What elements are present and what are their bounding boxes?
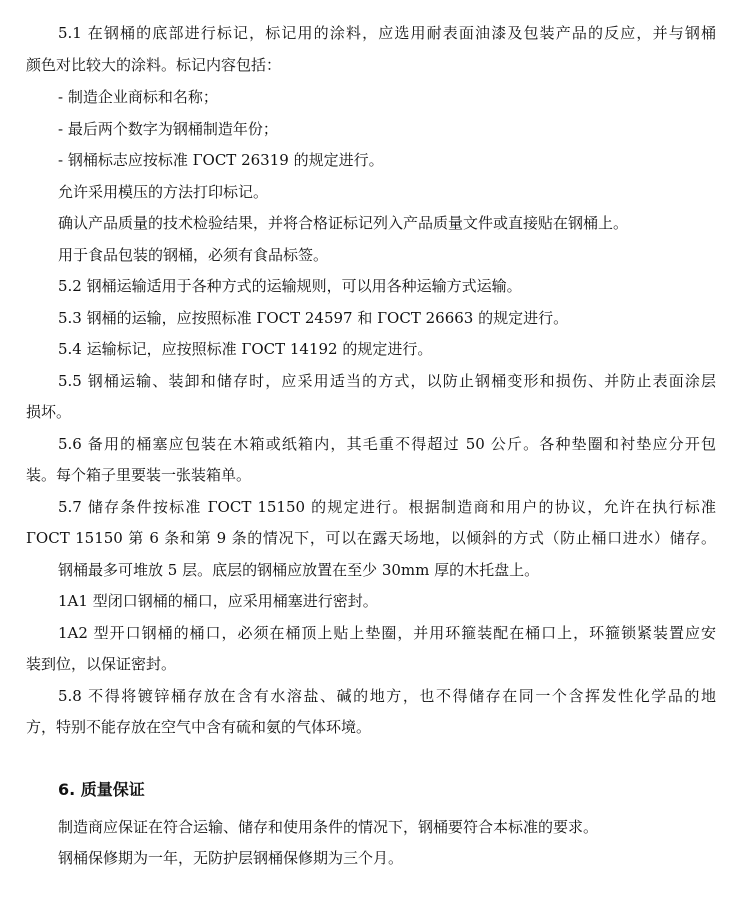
paragraph-6-2: 钢桶保修期为一年，无防护层钢桶保修期为三个月。 [58,849,404,867]
paragraph-stacking: 钢桶最多可堆放 5 层。底层的钢桶应放置在至少 30mm 厚的木托盘上。 [58,561,540,579]
paragraph-5-6-line-1: 5.6 备用的桶塞应包装在木箱或纸箱内，其毛重不得超过 50 公斤。各种垫圈和衬垫应分开包 [58,435,717,453]
paragraph-1a1: 1A1 型闭口钢桶的桶口，应采用桶塞进行密封。 [58,592,378,610]
bullet-item: - 最后两个数字为钢桶制造年份； [58,120,278,138]
paragraph-confirm: 确认产品质量的技术检验结果，并将合格证标记列入产品质量文件或直接贴在钢桶上。 [58,214,629,232]
paragraph-5-2: 5.2 钢桶运输适用于各种方式的运输规则，可以用各种运输方式运输。 [58,277,522,295]
paragraph-1a2-line-1: 1A2 型开口钢桶的桶口，必须在桶顶上贴上垫圈，并用环箍装配在桶口上，环箍锁紧装置应安 [58,624,716,642]
paragraph-5-1-line-1: 5.1 在钢桶的底部进行标记，标记用的涂料，应选用耐表面油漆及包装产品的反应，并与钢桶 [58,24,716,42]
paragraph-5-6-line-2: 装。每个箱子里要装一张装箱单。 [26,466,252,484]
paragraph-5-8-line-1: 5.8 不得将镀锌桶存放在含有水溶盐、碱的地方，也不得储存在同一个含挥发性化学品的地 [58,687,716,705]
bullet-item: - 钢桶标志应按标准 ГОСТ 26319 的规定进行。 [58,151,384,169]
bullet-item: - 制造企业商标和名称； [58,88,218,106]
paragraph-6-1: 制造商应保证在符合运输、储存和使用条件的情况下，钢桶要符合本标准的要求。 [58,818,599,836]
paragraph-5-1-line-2: 颜色对比较大的涂料。标记内容包括： [26,56,282,74]
paragraph-1a2-line-2: 装到位，以保证密封。 [26,655,177,673]
paragraph-5-4: 5.4 运输标记，应按照标准 ГОСТ 14192 的规定进行。 [58,340,433,358]
section-6-heading: 6. 质量保证 [58,780,145,799]
paragraph-5-3: 5.3 钢桶的运输，应按照标准 ГОСТ 24597 和 ГОСТ 26663 的规定进行。 [58,309,569,327]
paragraph-5-8-line-2: 方，特别不能存放在空气中含有硫和氨的气体环境。 [26,718,372,736]
paragraph-5-7-line-1: 5.7 储存条件按标准 ГОСТ 15150 的规定进行。根据制造商和用户的协议，允许在执行标准 [58,498,716,516]
paragraph-5-5-line-1: 5.5 钢桶运输、装卸和储存时，应采用适当的方式，以防止钢桶变形和损伤、并防止表面涂层 [58,372,716,390]
paragraph-stamp: 允许采用模压的方法打印标记。 [58,183,269,201]
paragraph-5-5-line-2: 损坏。 [26,403,72,421]
paragraph-food: 用于食品包装的钢桶，必须有食品标签。 [58,246,329,264]
paragraph-5-7-line-2: ГОСТ 15150 第 6 条和第 9 条的情况下，可以在露天场地，以倾斜的方式（防止桶口进水）储存。 [26,529,716,547]
